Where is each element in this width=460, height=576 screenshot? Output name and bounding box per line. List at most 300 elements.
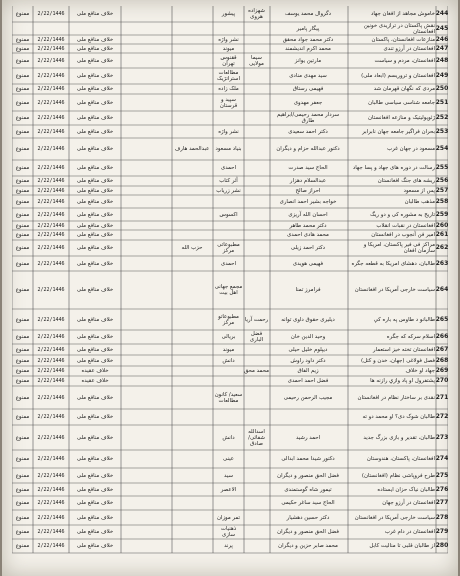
table-row [12,483,448,496]
cell-gap [172,221,212,230]
cell-status: خلاف عقیده [81,368,109,374]
cell-author: فضل الحق منصور و دیگران [277,472,339,479]
cell-title: مسعود در جهان غرب [387,146,435,152]
cell-mid [122,94,171,111]
cell-ban: ممنوع [15,500,30,506]
cell-ban: ممنوع [15,198,30,205]
cell-tr: رحمت آریا [244,316,269,323]
cell-pub: دانش [222,357,235,364]
table-row [12,376,448,386]
cell-num: 254 [436,145,448,152]
cell-gap [172,386,212,409]
cell-gap [172,256,212,271]
cell-tr [244,496,269,510]
cell-title: فصل فولاغی (جهان، خدن و کتل) [360,357,435,364]
cell-gap [172,186,212,195]
cell-mid [122,160,171,176]
cell-ban: ممنوع [15,529,30,535]
cell-tr [244,208,269,221]
cell-date: 2/22/1446 [37,86,65,92]
cell-gap [172,539,212,553]
cell-ban: ممنوع [15,543,30,549]
cell-pub: ملک زاده [218,86,239,92]
cell-gap [172,425,212,450]
cell-pub: دانش [222,434,235,441]
banned-books-table [12,6,448,572]
cell-num: 255 [436,164,448,171]
cell-gap [172,271,212,309]
cell-author: خواجه بشیر احمد انصاری [279,198,337,205]
cell-tr [244,221,269,230]
cell-gap [172,111,212,125]
table-row [12,450,448,468]
cell-date: 2/22/1446 [37,346,65,353]
cell-gap [172,84,212,94]
cell-author: دکتر محمد طاهر [289,222,327,229]
cell-status: خلاف منافع ملی [76,245,114,251]
cell-tr: فضل الباری [249,331,264,343]
cell-title: افغانستان، مردم و سیاست [374,57,435,64]
cell-num: 273 [436,433,448,441]
cell-status: خلاف منافع ملی [76,334,114,340]
cell-title: جامعه شناسی سیاسی طالبان [368,99,435,106]
cell-pub: نشر زریاب [216,187,241,194]
cell-gap: عبدالحمد هارف [174,146,210,152]
cell-author: سید مهدی منادی [289,73,327,79]
cell-date: 2/22/1446 [37,11,65,17]
cell-tr [244,195,269,208]
cell-gap [172,366,212,376]
table-row [12,344,448,355]
cell-num: 257 [436,186,448,194]
cell-pub [214,22,243,35]
cell-gap [172,53,212,68]
cell-title: افغانستان و تروریسم (ابعاد ملی) [361,73,435,79]
cell-title: ریشه های جنگ افغانستان [377,178,435,184]
table-row [12,496,448,510]
cell-author: دکتر احمد سعیدی [288,128,328,135]
cell-tr [244,256,269,271]
cell-pub: سعید/ کانون مطالعات [214,391,243,404]
cell-num: 272 [436,413,448,420]
cell-title: از طالبان قلبی تا منالیت کابل [369,543,435,549]
cell-gap [172,510,212,525]
cell-status: خلاف منافع ملی [76,287,114,293]
cell-title: افغانستان، پاکستان، هندوستان [366,456,435,462]
cell-tr [244,94,269,111]
cell-tr [244,271,269,309]
cell-status: خلاف منافع ملی [76,187,114,194]
cell-author: دیلیری حقوق داوی توانه [281,316,335,323]
cell-date: 2/22/1446 [37,357,65,364]
cell-tr [244,44,269,53]
cell-num: 260 [436,221,448,229]
cell-mid [122,230,171,240]
cell-num: 252 [436,114,448,121]
cell-author: جعفر مهدوی [293,99,323,106]
cell-ban: ممنوع [15,232,30,238]
cell-num: 247 [436,44,448,52]
cell-mid [122,186,171,195]
cell-num: 258 [436,197,448,205]
table-row [12,309,448,330]
cell-pub: نشر واژه [218,128,239,135]
cell-tr [244,138,269,160]
cell-mid [122,355,171,366]
cell-ban: ممنوع [15,334,30,340]
cell-date: 2/22/1446 [37,57,65,64]
table-row [12,35,448,44]
cell-mid [122,386,171,409]
cell-tr [244,355,269,366]
cell-title: پس از مسعود [403,187,435,194]
cell-date: 2/22/1446 [37,394,65,401]
cell-date: 2/22/1446 [37,187,65,194]
cell-tr [244,111,269,125]
cell-num: 246 [436,35,448,43]
cell-pub [214,111,243,125]
cell-title: طرح فروپاشی نظام (افغانستان) [361,472,435,479]
table-row [12,44,448,53]
table-row [12,94,448,111]
table-row [12,539,448,553]
cell-date: 2/22/1446 [37,222,65,229]
cell-status: خلاف منافع ملی [76,73,114,79]
cell-date [34,22,68,35]
cell-tr [244,376,269,386]
cell-gap [172,68,212,84]
cell-num: 279 [436,528,448,535]
cell-mid [122,496,171,510]
cell-pub: الاعصر [220,486,237,493]
cell-pub: میوند [222,346,235,353]
cell-num: 244 [436,10,448,17]
cell-ban: ممنوع [15,222,30,229]
table-row [12,22,448,35]
cell-gap [172,230,212,240]
cell-num: 265 [436,315,448,323]
cell-tr [244,539,269,553]
cell-ban: ممنوع [15,378,30,384]
cell-gap [172,496,212,510]
cell-tr [244,186,269,195]
table-row [12,468,448,483]
cell-mid [122,138,171,160]
cell-author: فهیمی هویدی [292,260,324,267]
cell-pub: بریالی [221,334,236,340]
cell-author: احسان الله آریزی [288,211,328,218]
cell-gap [172,44,212,53]
cell-status: خلاف منافع ملی [76,11,114,17]
cell-pub [214,366,243,376]
cell-tr [244,84,269,94]
cell-date: 2/22/1446 [37,178,65,184]
table-row [12,386,448,409]
cell-ban: ممنوع [15,36,30,43]
cell-ban: ممنوع [15,368,30,374]
cell-mid [122,44,171,53]
table-row [12,230,448,240]
cell-tr [244,386,269,409]
cell-num: 275 [436,471,448,479]
cell-pub: عینی [223,456,234,462]
cell-mid [122,256,171,271]
table-row [12,111,448,125]
cell-date: 2/22/1446 [37,232,65,238]
cell-num: 261 [436,231,448,238]
cell-num: 264 [436,286,448,293]
cell-mid [122,510,171,525]
cell-pub: میوند [222,45,235,52]
cell-date: 2/22/1446 [37,472,65,479]
cell-gap [172,94,212,111]
cell-pub [214,230,243,240]
cell-tr [244,450,269,468]
cell-date: 2/22/1446 [37,434,65,441]
cell-date: 2/22/1446 [37,334,65,340]
cell-ban: ممنوع [15,187,30,194]
cell-status: خلاف منافع ملی [76,346,114,353]
cell-date: 2/22/1446 [37,529,65,535]
cell-date: 2/22/1446 [37,115,65,121]
cell-num: 276 [436,485,448,493]
cell-gap [172,376,212,386]
cell-pub [214,195,243,208]
cell-gap [172,309,212,330]
cell-title: افغانستان در آرزو جهان [382,500,435,506]
cell-ban: ممنوع [15,434,30,441]
cell-title: طالبان نیاک حزان ایستاده [377,486,435,493]
table-row [12,355,448,366]
cell-num: 263 [436,259,448,267]
table-row [12,271,448,309]
cell-status: خلاف منافع ملی [76,434,114,441]
cell-status: خلاف منافع ملی [76,128,114,135]
cell-status: خلاف منافع ملی [76,146,114,152]
cell-ban: ممنوع [15,472,30,479]
cell-pub [214,496,243,510]
cell-author: احمد رشید [295,434,321,441]
cell-author: احراز صالح [295,187,321,194]
cell-status: خلاف منافع ملی [76,260,114,267]
cell-author: دکتور عبدالله حزام و دیگران [276,146,340,152]
cell-tr: سیما مولایی [249,54,264,67]
cell-date: 2/22/1446 [37,543,65,549]
cell-ban: ممنوع [15,57,30,64]
cell-gap [172,355,212,366]
cell-title: طالبان، دهشای امریکا به قطعه جگره [351,260,435,267]
cell-status: خلاف منافع ملی [76,394,114,401]
cell-tr [244,68,269,84]
cell-author: دکتر احمد زیلی [290,245,326,251]
cell-gap [172,35,212,44]
cell-mid [122,22,171,35]
cell-gap [172,483,212,496]
cell-num: 259 [436,210,448,218]
cell-author: دکتر محمد جواد محقق [282,36,334,43]
cell-pub: مطبوعاتی مرکز [217,242,240,254]
cell-ban: ممنوع [15,414,30,420]
cell-tr [244,240,269,256]
cell-mid [122,468,171,483]
cell-status: خلاف عقیده [81,378,109,384]
cell-ban [12,22,33,35]
table-row [12,195,448,208]
cell-author: فضل الحق منصور و دیگران [277,529,339,535]
cell-title: اسلام سرکه که جگره [386,334,435,340]
cell-pub: احمدی [221,260,236,267]
cell-status: خلاف منافع ملی [76,45,114,52]
cell-status: خلاف منافع ملی [76,472,114,479]
cell-title: افغانستان تخته خیز استعمار [372,346,435,353]
cell-ban: ممنوع [15,115,30,121]
cell-mid [122,330,171,344]
cell-status: خلاف منافع ملی [76,456,114,462]
cell-date: 2/22/1446 [37,486,65,493]
cell-title: مذهب طالبان [404,198,435,205]
cell-ban: ممنوع [15,178,30,184]
cell-author: محمد هادی احمدی [287,232,329,238]
cell-date: 2/22/1446 [37,211,65,218]
cell-gap [172,208,212,221]
cell-author: فهیمی رستاق [292,86,324,92]
table-row [12,125,448,138]
cell-status: خلاف منافع ملی [76,36,114,43]
cell-num: 269 [436,367,448,374]
table-row [12,221,448,230]
cell-ban: ممنوع [15,245,30,251]
cell-ban: ممنوع [15,486,30,493]
cell-title: سیاست خارجی آمریکا در افغانستان [354,287,435,293]
cell-ban: ممنوع [15,45,30,52]
cell-status: خلاف منافع ملی [76,115,114,121]
cell-date: 2/22/1446 [37,414,65,420]
cell-author: تیمور شاه گوستمندی [284,486,332,493]
table-row [12,6,448,22]
cell-author: دکتر حسین دهشیار [286,514,330,521]
cell-title: تاریخ به مشوره کی و دو ریگ [370,211,435,218]
cell-status: خلاف منافع ملی [76,486,114,493]
cell-gap [172,195,212,208]
cell-num: 268 [436,356,448,364]
cell-pub: آثر کتاب [219,178,238,184]
cell-mid [122,176,171,186]
cell-pub: بنیاد مسعود [215,146,242,152]
cell-status: خلاف منافع ملی [76,514,114,521]
cell-gap: حزب الله [181,245,203,251]
cell-title: طالبان شوک دی؟ او محمد دو ته [362,414,435,420]
cell-author: الحاج سید ساغر حکیمی [281,500,335,506]
cell-title: رسالت در دوره های جهاد و پسا جهاد [352,165,435,171]
cell-mid [122,425,171,450]
cell-title: افغانستان در نقبات انقلاب [376,222,435,229]
cell-num: 267 [436,345,448,353]
cell-status: خلاف منافع ملی [76,86,114,92]
cell-num: 266 [436,333,448,340]
cell-ban: ممنوع [15,211,30,218]
cell-author: الحاج سید صدرت [288,165,328,171]
table-row [12,160,448,176]
cell-gap [172,6,212,22]
cell-pub: پیشور [221,11,236,17]
cell-author: دکتور شیدا محمد ابدالی [281,456,335,462]
cell-num: 280 [436,542,448,549]
cell-title: جهاد او خلاف [405,368,435,374]
cell-pub: اکسوس [219,211,238,218]
cell-num: 274 [436,455,448,462]
cell-gap [172,330,212,344]
table-row [12,68,448,84]
table-row [12,53,448,68]
cell-date: 2/22/1446 [37,514,65,521]
cell-tr: اسدالله شفائی/ صادق [248,428,265,447]
cell-gap [172,525,212,539]
cell-pub [214,221,243,230]
cell-ban: ممنوع [15,146,30,152]
cell-status: خلاف منافع ملی [76,316,114,323]
cell-title: امیر فن آنجوب در افغانستان [371,232,435,238]
cell-gap [172,468,212,483]
cell-ban: ممنوع [15,394,30,401]
cell-status: خلاف منافع ملی [76,543,114,549]
cell-title: خاموش مجاهد از افغان جهاد [370,11,435,17]
cell-mid [122,539,171,553]
cell-num: 271 [436,393,448,401]
cell-pub: مطبوعاتو مرکز [218,313,239,326]
cell-date: 2/22/1446 [37,316,65,323]
cell-mid [122,376,171,386]
cell-status: خلاف منافع ملی [76,500,114,506]
table-row [12,409,448,425]
cell-title: بحران فراگیر جامعه جهان نابرابر [362,128,435,135]
cell-num: 262 [436,244,448,251]
cell-gap [172,125,212,138]
cell-status: خلاف منافع ملی [76,211,114,218]
cell-ban: ممنوع [15,287,30,293]
cell-gap [172,344,212,355]
cell-mid [122,208,171,221]
cell-ban: ممنوع [15,86,30,92]
cell-mid [122,53,171,68]
cell-tr [244,125,269,138]
cell-title: نقدی بر ساختار نظام در افغانستان [357,394,435,401]
cell-date: 2/22/1446 [37,73,65,79]
cell-date: 2/22/1446 [37,368,65,374]
table-row [12,330,448,344]
cell-ban: ممنوع [15,73,30,79]
cell-num: 248 [436,56,448,64]
table-row [12,138,448,160]
cell-title: پشتفرول او پاد وازې رازنه ها [370,378,435,384]
cell-pub: پرند [224,543,233,549]
cell-title: نقش پاکستان در ترازیدی خونین افغانستان [363,22,435,35]
cell-tr [244,483,269,496]
cell-tr [244,468,269,483]
cell-status: خلاف منافع ملی [76,57,114,64]
cell-mid [122,525,171,539]
cell-title: طالبانو د طاوس په باره کې [373,316,435,323]
table-row [12,208,448,221]
cell-date: 2/22/1446 [37,36,65,43]
cell-author: مجیب الرحمن رحیمی [283,394,333,401]
cell-pub [214,409,243,425]
cell-pub: احمدی [221,165,236,171]
cell-pub: مجمع جهانی اهل بیت [214,284,243,296]
cell-pub: سید [224,472,233,479]
cell-mid [122,450,171,468]
table-row [12,425,448,450]
cell-title: طالبان، تقدیر و بازی بزرگ جدید [363,434,435,441]
